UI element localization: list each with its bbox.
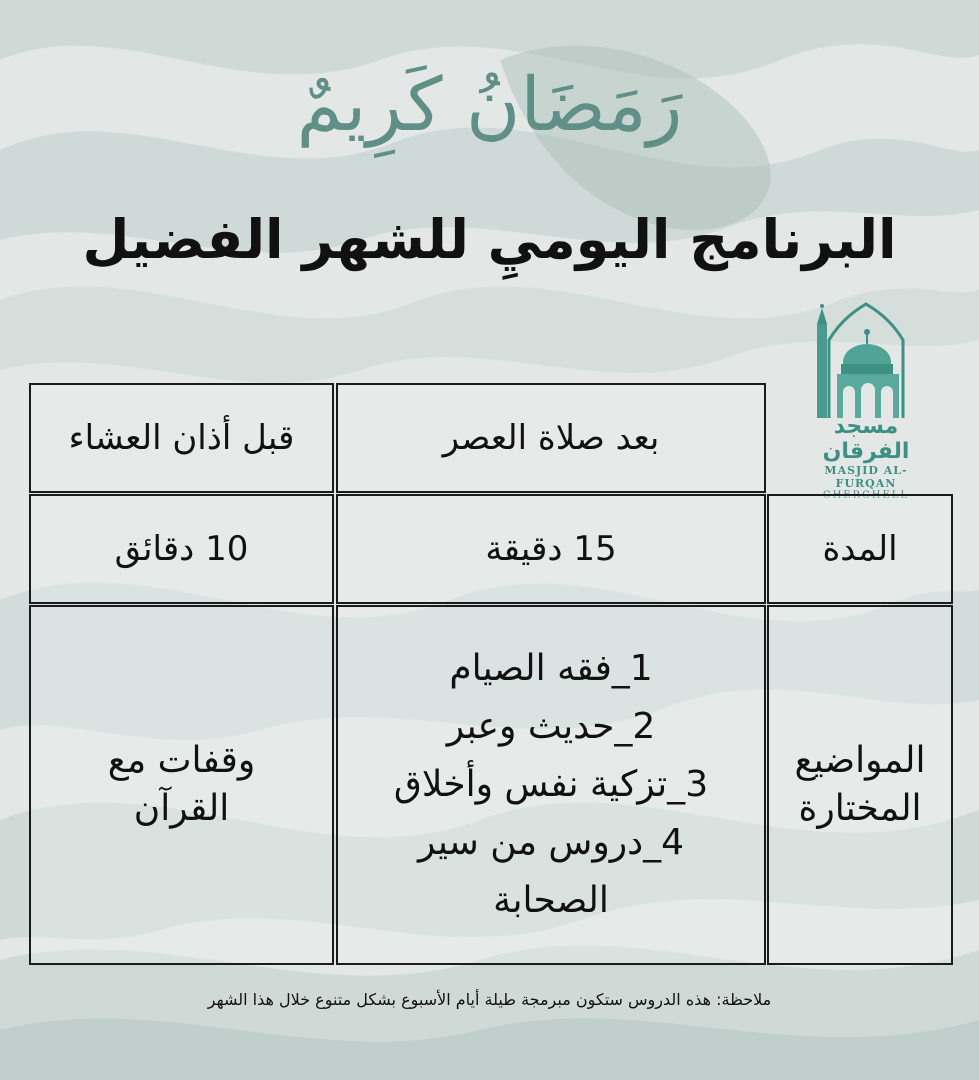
duration-before-isha-cell [29, 494, 334, 604]
topics-label-line-2: المختارة [798, 788, 922, 829]
quran-reflections-line-1: وقفات مع [107, 739, 256, 781]
topics-before-isha-cell [29, 605, 334, 965]
topic-item: 4_دروس من سير [417, 822, 685, 863]
topics-after-asr-cell [336, 605, 766, 965]
logo-name-arabic: مسجد الفرقان [822, 414, 910, 464]
quran-reflections-line-2: القرآن [133, 788, 230, 829]
duration-before-isha: 10 دقائق [114, 529, 249, 569]
topic-item: 1_فقه الصيام [449, 648, 653, 689]
topic-item: 3_تزكية نفس وأخلاق [393, 764, 709, 805]
header-cell-before-isha [29, 383, 334, 493]
header-cell-after-asr [336, 383, 766, 493]
header-after-asr-text: بعد صلاة العصر [442, 418, 660, 458]
page-title: البرنامج اليوميِ للشهر الفضيل [82, 208, 897, 271]
duration-after-asr: 15 دقيقة [485, 529, 617, 569]
row-label-topics [767, 605, 953, 965]
duration-label: المدة [822, 529, 898, 569]
header-before-isha-text: قبل أذان العشاء [68, 418, 295, 458]
topic-item: الصحابة [493, 880, 609, 921]
logo-city: CHERCHELL [822, 490, 910, 501]
row-label-duration [767, 494, 953, 604]
duration-after-asr-cell [336, 494, 766, 604]
topic-item: 2_حديث وعبر [446, 706, 656, 747]
mosque-icon [811, 300, 921, 420]
ramadan-kareem-calligraphy: رَمَضَانُ كَرِيمٌ [296, 62, 683, 148]
topics-label-line-1: المواضيع [794, 739, 926, 781]
mosque-logo [800, 300, 932, 501]
footer-note: ملاحظة: هذه الدروس ستكون مبرمجة طيلة أيام الأسبوع بشكل متنوع خلال هذا الشهر [207, 990, 772, 1009]
logo-name-english: MASJID AL-FURQAN [824, 464, 908, 490]
